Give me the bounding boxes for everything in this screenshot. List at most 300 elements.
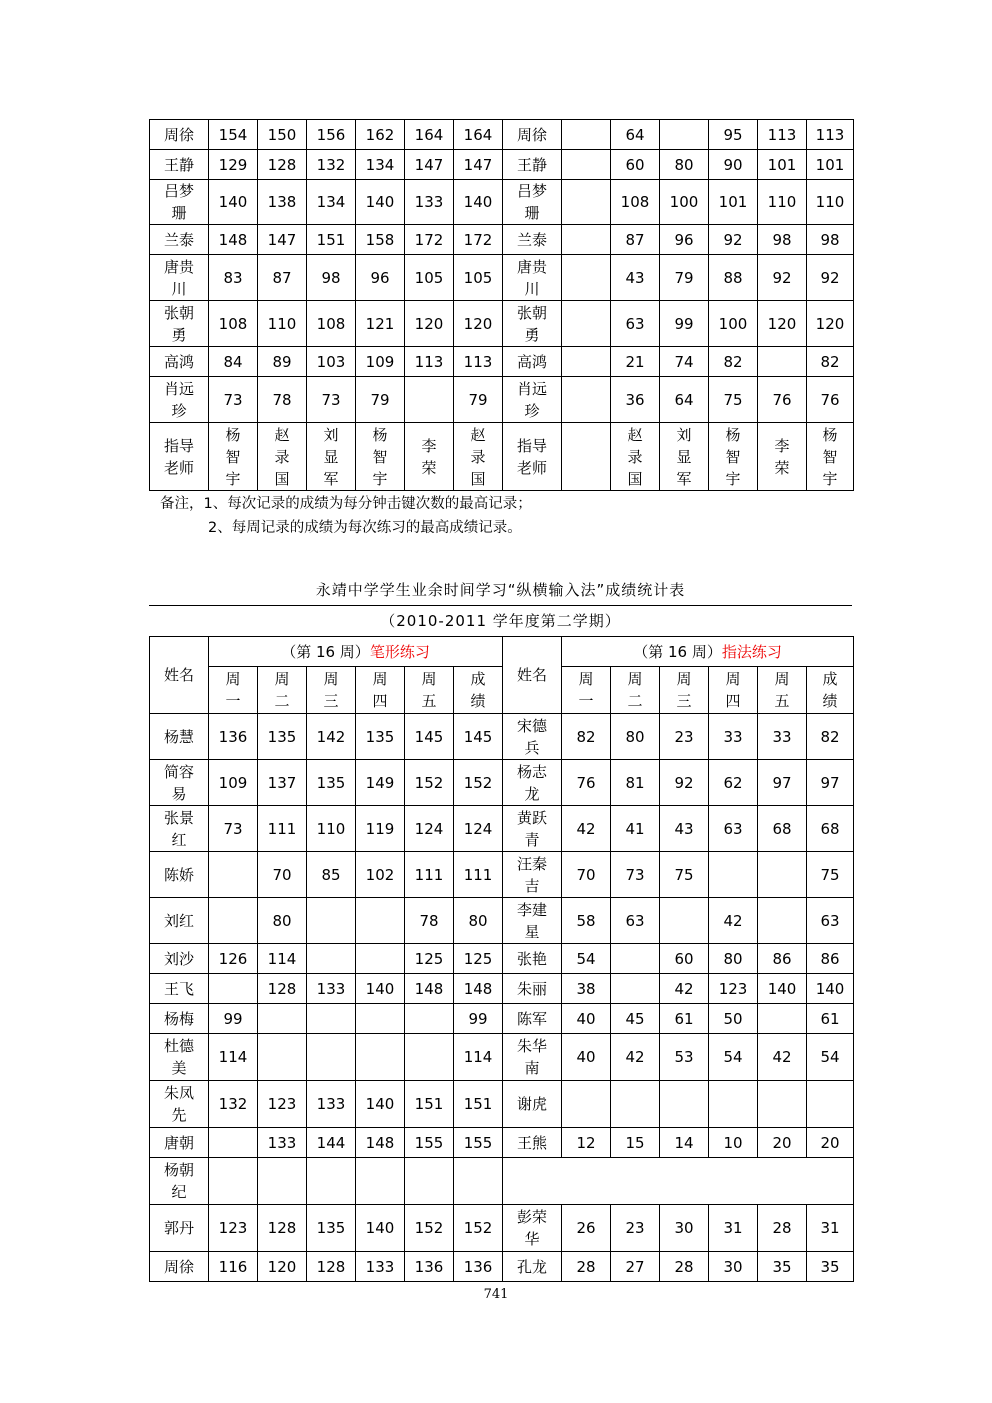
score-cell: 132 <box>209 1081 258 1128</box>
score-cell: 120 <box>807 301 854 347</box>
note-line-2: 2、每周记录的成绩为每次练习的最高成绩记录。 <box>208 520 522 536</box>
score-cell: 135 <box>356 714 405 760</box>
table-row <box>150 1128 854 1158</box>
score-cell: 125 <box>454 944 503 974</box>
score-cell: 101 <box>758 150 807 180</box>
table-row <box>150 760 854 806</box>
student-name: 黄跃 青 <box>503 806 562 852</box>
score-cell <box>258 1034 307 1081</box>
score-cell <box>709 1081 758 1128</box>
student-name: 周徐 <box>150 120 209 150</box>
score-cell: 120 <box>405 301 454 347</box>
day-header: 周 二 <box>258 667 307 714</box>
score-cell: 79 <box>454 377 503 423</box>
score-cell: 149 <box>356 760 405 806</box>
student-name: 兰泰 <box>150 225 209 255</box>
score-cell: 140 <box>356 1205 405 1252</box>
score-cell: 119 <box>356 806 405 852</box>
score-cell: 85 <box>307 852 356 898</box>
score-cell: 172 <box>454 225 503 255</box>
score-cell: 123 <box>209 1205 258 1252</box>
score-cell: 132 <box>307 150 356 180</box>
score-cell <box>307 944 356 974</box>
student-name: 张朝 勇 <box>503 301 562 347</box>
score-cell: 54 <box>562 944 611 974</box>
student-name <box>503 1158 854 1205</box>
score-cell: 147 <box>258 225 307 255</box>
score-cell <box>454 1158 503 1205</box>
score-cell: 63 <box>611 301 660 347</box>
score-cell: 80 <box>258 898 307 944</box>
score-cell: 113 <box>454 347 503 377</box>
score-cell <box>562 120 611 150</box>
teacher-name <box>562 423 611 491</box>
score-cell: 137 <box>258 760 307 806</box>
score-cell: 63 <box>807 898 854 944</box>
score-cell: 68 <box>807 806 854 852</box>
group-header-left: （第 16 周）笔形练习 <box>209 637 503 667</box>
score-cell: 145 <box>405 714 454 760</box>
score-cell: 33 <box>758 714 807 760</box>
score-cell: 99 <box>454 1004 503 1034</box>
score-cell: 86 <box>758 944 807 974</box>
score-cell: 97 <box>807 760 854 806</box>
note-line-1: 备注，1、每次记录的成绩为每分钟击键次数的最高记录； <box>160 496 532 512</box>
score-cell: 28 <box>660 1252 709 1282</box>
score-cell <box>307 1034 356 1081</box>
score-cell: 99 <box>660 301 709 347</box>
score-cell: 54 <box>709 1034 758 1081</box>
teacher-name: 杨 智 宇 <box>807 423 854 491</box>
student-name: 王熊 <box>503 1128 562 1158</box>
score-cell <box>709 852 758 898</box>
student-name: 唐朝 <box>150 1128 209 1158</box>
score-cell: 105 <box>454 255 503 301</box>
day-header: 周 五 <box>758 667 807 714</box>
table-row <box>150 898 854 944</box>
score-cell: 15 <box>611 1128 660 1158</box>
score-cell: 78 <box>405 898 454 944</box>
score-cell: 110 <box>807 180 854 225</box>
score-cell <box>307 898 356 944</box>
page-title: 永靖中学学生业余时间学习“纵横输入法”成绩统计表 <box>315 581 686 599</box>
score-cell: 40 <box>562 1004 611 1034</box>
score-cell: 86 <box>807 944 854 974</box>
score-cell: 23 <box>611 1205 660 1252</box>
score-cell: 76 <box>562 760 611 806</box>
score-cell: 21 <box>611 347 660 377</box>
score-cell: 33 <box>709 714 758 760</box>
teacher-name: 杨 智 宇 <box>709 423 758 491</box>
score-cell: 23 <box>660 714 709 760</box>
score-cell: 148 <box>356 1128 405 1158</box>
teacher-name: 赵 录 国 <box>611 423 660 491</box>
score-cell: 124 <box>454 806 503 852</box>
score-cell <box>209 1128 258 1158</box>
score-cell: 111 <box>454 852 503 898</box>
score-cell: 43 <box>611 255 660 301</box>
score-cell: 133 <box>307 1081 356 1128</box>
score-cell: 63 <box>611 898 660 944</box>
score-cell: 140 <box>209 180 258 225</box>
score-cell: 154 <box>209 120 258 150</box>
student-name: 张景 红 <box>150 806 209 852</box>
teacher-label: 指导 老师 <box>150 423 209 491</box>
score-cell: 145 <box>454 714 503 760</box>
score-cell <box>611 974 660 1004</box>
score-cell: 98 <box>807 225 854 255</box>
table-row <box>150 1034 854 1081</box>
score-cell: 120 <box>454 301 503 347</box>
score-cell: 97 <box>758 760 807 806</box>
score-cell: 30 <box>660 1205 709 1252</box>
student-name: 唐贵 川 <box>150 255 209 301</box>
score-cell: 108 <box>611 180 660 225</box>
score-cell <box>209 852 258 898</box>
score-cell: 155 <box>454 1128 503 1158</box>
student-name: 王静 <box>503 150 562 180</box>
student-name: 周徐 <box>150 1252 209 1282</box>
score-cell: 98 <box>758 225 807 255</box>
score-cell: 31 <box>807 1205 854 1252</box>
score-cell <box>660 120 709 150</box>
score-cell <box>307 1004 356 1034</box>
teacher-name: 李 荣 <box>758 423 807 491</box>
score-cell: 133 <box>307 974 356 1004</box>
score-cell: 164 <box>405 120 454 150</box>
student-name: 唐贵 川 <box>503 255 562 301</box>
student-name: 肖远 珍 <box>150 377 209 423</box>
score-cell: 152 <box>405 1205 454 1252</box>
score-cell: 140 <box>454 180 503 225</box>
score-cell: 113 <box>807 120 854 150</box>
score-cell: 120 <box>758 301 807 347</box>
student-name: 肖远 珍 <box>503 377 562 423</box>
score-cell: 75 <box>807 852 854 898</box>
score-cell: 88 <box>709 255 758 301</box>
table-row <box>150 974 854 1004</box>
score-cell <box>405 377 454 423</box>
student-name: 王飞 <box>150 974 209 1004</box>
score-cell: 128 <box>258 150 307 180</box>
score-cell: 135 <box>307 1205 356 1252</box>
score-cell: 140 <box>758 974 807 1004</box>
table-row <box>150 150 854 180</box>
student-name: 王静 <box>150 150 209 180</box>
score-cell <box>405 1004 454 1034</box>
student-name: 杨志 龙 <box>503 760 562 806</box>
score-cell <box>356 944 405 974</box>
score-cell: 58 <box>562 898 611 944</box>
table-row <box>150 806 854 852</box>
score-cell: 148 <box>209 225 258 255</box>
student-name: 杨梅 <box>150 1004 209 1034</box>
title-rule <box>149 605 852 606</box>
page-subtitle: （2010-2011 学年度第二学期） <box>380 612 621 630</box>
score-cell <box>611 944 660 974</box>
score-cell: 135 <box>258 714 307 760</box>
score-cell: 82 <box>807 347 854 377</box>
score-cell: 45 <box>611 1004 660 1034</box>
table-row <box>150 1004 854 1034</box>
score-cell: 103 <box>307 347 356 377</box>
day-header: 成 绩 <box>454 667 503 714</box>
score-cell: 40 <box>562 1034 611 1081</box>
score-cell: 76 <box>807 377 854 423</box>
score-cell: 128 <box>258 1205 307 1252</box>
score-cell: 42 <box>611 1034 660 1081</box>
score-cell: 30 <box>709 1252 758 1282</box>
score-cell: 111 <box>258 806 307 852</box>
name-header: 姓名 <box>150 637 209 714</box>
score-cell: 113 <box>405 347 454 377</box>
score-cell: 147 <box>405 150 454 180</box>
score-cell: 73 <box>209 377 258 423</box>
score-cell: 147 <box>454 150 503 180</box>
table-row <box>150 301 854 347</box>
score-cell <box>807 1081 854 1128</box>
score-cell <box>209 898 258 944</box>
student-name: 吕梦 珊 <box>503 180 562 225</box>
score-cell: 136 <box>209 714 258 760</box>
score-cell: 92 <box>709 225 758 255</box>
table-row <box>150 225 854 255</box>
score-cell: 90 <box>709 150 758 180</box>
score-cell: 80 <box>660 150 709 180</box>
student-name: 张艳 <box>503 944 562 974</box>
score-cell <box>758 347 807 377</box>
score-cell <box>356 1158 405 1205</box>
score-cell: 42 <box>660 974 709 1004</box>
score-cell: 133 <box>356 1252 405 1282</box>
score-cell: 152 <box>454 1205 503 1252</box>
table-row <box>150 120 854 150</box>
day-header: 周 二 <box>611 667 660 714</box>
score-cell <box>356 898 405 944</box>
score-cell: 162 <box>356 120 405 150</box>
day-header: 周 四 <box>356 667 405 714</box>
score-cell <box>758 898 807 944</box>
day-header: 周 三 <box>307 667 356 714</box>
score-cell: 164 <box>454 120 503 150</box>
score-cell: 114 <box>209 1034 258 1081</box>
student-name: 朱丽 <box>503 974 562 1004</box>
score-cell: 73 <box>611 852 660 898</box>
score-cell <box>562 1081 611 1128</box>
score-cell: 133 <box>405 180 454 225</box>
score-cell: 54 <box>807 1034 854 1081</box>
score-cell: 83 <box>209 255 258 301</box>
score-cell: 111 <box>405 852 454 898</box>
table-row <box>150 1158 854 1205</box>
day-header: 周 五 <box>405 667 454 714</box>
score-cell: 89 <box>258 347 307 377</box>
table-row <box>150 944 854 974</box>
score-cell: 80 <box>454 898 503 944</box>
score-cell: 64 <box>660 377 709 423</box>
score-cell: 140 <box>356 974 405 1004</box>
score-cell: 109 <box>356 347 405 377</box>
student-name: 朱华 南 <box>503 1034 562 1081</box>
table-row <box>150 255 854 301</box>
practice-type-label: 笔形练习 <box>369 642 430 661</box>
score-cell: 140 <box>356 180 405 225</box>
table-row <box>150 1252 854 1282</box>
student-name: 孔龙 <box>503 1252 562 1282</box>
teacher-name: 杨 智 宇 <box>356 423 405 491</box>
score-cell: 158 <box>356 225 405 255</box>
teacher-name: 刘 显 军 <box>660 423 709 491</box>
score-cell: 124 <box>405 806 454 852</box>
score-cell: 133 <box>258 1128 307 1158</box>
score-cell: 82 <box>807 714 854 760</box>
score-cell: 61 <box>660 1004 709 1034</box>
table-row <box>150 347 854 377</box>
score-cell: 10 <box>709 1128 758 1158</box>
score-cell: 134 <box>356 150 405 180</box>
score-cell: 135 <box>307 760 356 806</box>
score-cell: 110 <box>307 806 356 852</box>
score-cell: 26 <box>562 1205 611 1252</box>
student-name: 李建 星 <box>503 898 562 944</box>
score-cell: 82 <box>709 347 758 377</box>
teacher-label: 指导 老师 <box>503 423 562 491</box>
score-cell: 87 <box>258 255 307 301</box>
score-table-top <box>149 119 854 491</box>
score-cell: 155 <box>405 1128 454 1158</box>
score-cell: 92 <box>807 255 854 301</box>
header-row <box>150 637 854 667</box>
score-cell: 100 <box>709 301 758 347</box>
student-name: 吕梦 珊 <box>150 180 209 225</box>
score-cell: 31 <box>709 1205 758 1252</box>
score-cell <box>562 347 611 377</box>
student-name: 高鸿 <box>503 347 562 377</box>
day-header: 周 三 <box>660 667 709 714</box>
score-cell <box>258 1158 307 1205</box>
score-cell: 95 <box>709 120 758 150</box>
score-cell: 128 <box>258 974 307 1004</box>
score-cell: 41 <box>611 806 660 852</box>
score-cell: 129 <box>209 150 258 180</box>
score-cell: 140 <box>356 1081 405 1128</box>
score-cell: 151 <box>307 225 356 255</box>
score-cell: 98 <box>307 255 356 301</box>
score-cell: 75 <box>660 852 709 898</box>
score-cell: 156 <box>307 120 356 150</box>
score-cell: 99 <box>209 1004 258 1034</box>
score-cell <box>356 1034 405 1081</box>
score-cell: 42 <box>562 806 611 852</box>
score-cell: 116 <box>209 1252 258 1282</box>
teacher-row <box>150 423 854 491</box>
student-name: 刘沙 <box>150 944 209 974</box>
score-cell: 73 <box>307 377 356 423</box>
score-cell: 12 <box>562 1128 611 1158</box>
score-cell: 87 <box>611 225 660 255</box>
score-cell: 53 <box>660 1034 709 1081</box>
score-cell <box>562 255 611 301</box>
table-row <box>150 377 854 423</box>
score-cell <box>405 1034 454 1081</box>
score-cell: 142 <box>307 714 356 760</box>
teacher-name: 杨 智 宇 <box>209 423 258 491</box>
score-cell <box>562 377 611 423</box>
score-cell: 138 <box>258 180 307 225</box>
score-cell: 121 <box>356 301 405 347</box>
score-cell: 82 <box>562 714 611 760</box>
score-cell: 20 <box>807 1128 854 1158</box>
score-cell: 35 <box>807 1252 854 1282</box>
student-name: 杜德 美 <box>150 1034 209 1081</box>
score-cell: 151 <box>454 1081 503 1128</box>
score-cell: 120 <box>258 1252 307 1282</box>
student-name: 张朝 勇 <box>150 301 209 347</box>
score-cell: 172 <box>405 225 454 255</box>
score-cell: 136 <box>454 1252 503 1282</box>
score-cell: 109 <box>209 760 258 806</box>
score-cell <box>356 1004 405 1034</box>
score-cell: 84 <box>209 347 258 377</box>
score-cell: 42 <box>758 1034 807 1081</box>
student-name: 周徐 <box>503 120 562 150</box>
score-cell: 148 <box>405 974 454 1004</box>
day-header: 周 四 <box>709 667 758 714</box>
header-row <box>150 667 854 714</box>
score-cell: 81 <box>611 760 660 806</box>
score-cell <box>405 1158 454 1205</box>
score-cell <box>209 1158 258 1205</box>
score-cell: 92 <box>758 255 807 301</box>
score-cell: 73 <box>209 806 258 852</box>
score-cell <box>258 1004 307 1034</box>
score-cell: 101 <box>807 150 854 180</box>
student-name: 彭荣 华 <box>503 1205 562 1252</box>
score-cell: 75 <box>709 377 758 423</box>
score-cell <box>660 898 709 944</box>
student-name: 汪秦 吉 <box>503 852 562 898</box>
teacher-name: 李 荣 <box>405 423 454 491</box>
table-row <box>150 1081 854 1128</box>
student-name: 谢虎 <box>503 1081 562 1128</box>
table-row <box>150 180 854 225</box>
score-cell: 152 <box>405 760 454 806</box>
score-cell: 125 <box>405 944 454 974</box>
teacher-name: 刘 显 军 <box>307 423 356 491</box>
practice-type-label: 指法练习 <box>721 642 782 661</box>
score-cell <box>307 1158 356 1205</box>
score-cell: 80 <box>611 714 660 760</box>
score-cell: 35 <box>758 1252 807 1282</box>
score-cell: 100 <box>660 180 709 225</box>
score-cell: 105 <box>405 255 454 301</box>
score-cell: 128 <box>307 1252 356 1282</box>
table-row <box>150 1205 854 1252</box>
score-cell: 114 <box>258 944 307 974</box>
score-cell: 61 <box>807 1004 854 1034</box>
score-cell: 60 <box>611 150 660 180</box>
score-cell: 136 <box>405 1252 454 1282</box>
score-cell: 62 <box>709 760 758 806</box>
score-cell: 38 <box>562 974 611 1004</box>
student-name: 高鸿 <box>150 347 209 377</box>
student-name: 简容 易 <box>150 760 209 806</box>
score-cell <box>209 974 258 1004</box>
score-cell: 79 <box>660 255 709 301</box>
score-cell: 110 <box>758 180 807 225</box>
student-name: 杨朝 纪 <box>150 1158 209 1205</box>
score-cell: 74 <box>660 347 709 377</box>
